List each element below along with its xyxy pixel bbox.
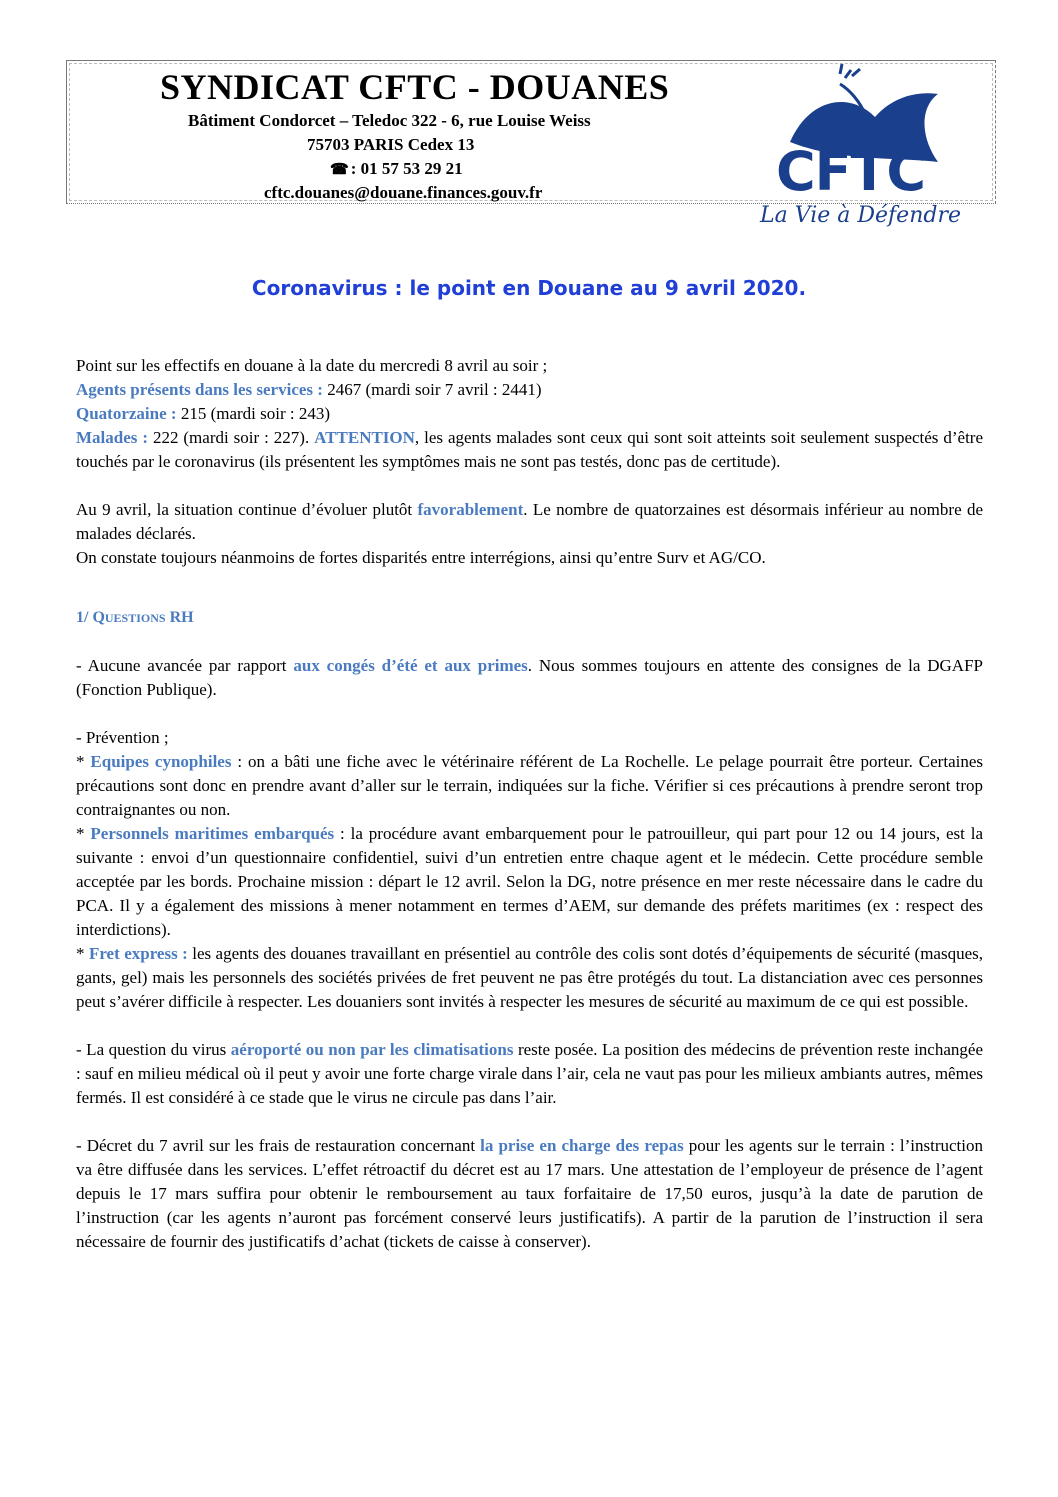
logo-text: CFTC bbox=[776, 140, 925, 203]
fret-text: les agents des douanes travaillant en présentiel au contrôle des colis sont dotés d’équipements de sécurité (masques, gants, gel) mais les personnels des sociétés privées de fret peuvent ne pas être protégés du tout. La distanciation avec ces personnes peut s’avérer difficile à respecter. Les douaniers sont invités à respecter les mesures de sécurité au maximum de ce qui est possible. bbox=[76, 944, 984, 1011]
section-title-end: RH bbox=[165, 609, 194, 626]
document-title: Coronavirus : le point en Douane au 9 avril 2020. bbox=[251, 276, 807, 300]
org-name: SYNDICAT CFTC - DOUANES bbox=[160, 67, 670, 107]
malades-paragraph bbox=[76, 426, 983, 474]
telephone-icon: ☎ bbox=[330, 162, 349, 178]
disparites-line: On constate toujours néanmoins de fortes disparités entre interrégions, ainsi qu’entre Surv et AG/CO. bbox=[76, 548, 766, 567]
situation-highlight: favorablement bbox=[417, 500, 524, 519]
phone-number: : 01 57 53 29 21 bbox=[350, 159, 463, 178]
conges-paragraph bbox=[76, 654, 983, 702]
attention-text: , les agents malades sont ceux qui sont soit atteints soit seulement suspectés d’être touchés par le coronavirus (ils présentent les symptômes mais ne sont pas testés, donc pas de certitude). bbox=[76, 428, 984, 471]
virus-text-2: reste posée. La position des médecins de prévention reste inchangée : sauf en milieu médical où il peut y avoir une forte charge virale dans l’air, cela ne vaut pas pour les milieux ambiants autres, mêmes fermés. Il est considéré à ce stade que le virus ne circule pas dans l’air. bbox=[76, 1040, 983, 1107]
intro-line: Point sur les effectifs en douane à la date du mercredi 8 avril au soir ; bbox=[76, 356, 548, 375]
malades-label: Malades : bbox=[76, 428, 148, 447]
situation-text-1: Au 9 avril, la situation continue d’évoluer plutôt bbox=[76, 500, 418, 519]
bullet: * bbox=[76, 944, 89, 963]
logo-tagline: La Vie à Défendre bbox=[760, 203, 961, 228]
maritimes-paragraph bbox=[76, 822, 983, 942]
maritimes-label: Personnels maritimes embarqués bbox=[90, 824, 335, 843]
quatorzaine-value: 215 (mardi soir : 243) bbox=[176, 404, 331, 423]
prevention-intro: - Prévention ; bbox=[76, 728, 169, 747]
virus-paragraph bbox=[76, 1038, 983, 1110]
cynophiles-label: Equipes cynophiles bbox=[90, 752, 232, 771]
decret-paragraph bbox=[76, 1134, 983, 1254]
virus-text-1: - La question du virus bbox=[76, 1040, 231, 1059]
conges-text-2: . Nous sommes toujours en attente des consignes de la DGAFP (Fonction Publique). bbox=[76, 656, 983, 699]
bullet: * bbox=[76, 752, 91, 771]
malades-value: 222 (mardi soir : 227). bbox=[148, 428, 315, 447]
section-heading-rh bbox=[76, 606, 983, 630]
decret-text-1: - Décret du 7 avril sur les frais de restauration concernant bbox=[76, 1136, 481, 1155]
maritimes-text: : la procédure avant embarquement pour le patrouilleur, qui part pour 12 ou 14 jours, est la suivante : envoi d’un questionnaire confidentiel, suivi d’un entretien entre chaque agent et le médecin. Cette procédure semble acceptée par les bords. Prochaine mission : départ le 12 avril. Selon la DG, notre présence en mer reste nécessaire dans le cadre du PCA. Il y a également des missions à mener notamment en termes d’AEM, sur demande des préfets maritimes (ex : respect des interdictions). bbox=[76, 824, 983, 939]
section-number: 1/ Q bbox=[76, 609, 105, 626]
decret-highlight: la prise en charge des repas bbox=[480, 1136, 684, 1155]
agents-value: 2467 (mardi soir 7 avril : 2441) bbox=[322, 380, 542, 399]
situation-paragraph bbox=[76, 498, 983, 546]
fret-label: Fret express : bbox=[88, 944, 188, 963]
virus-highlight: aéroporté ou non par les climatisations bbox=[230, 1040, 514, 1059]
attention-label: ATTENTION bbox=[314, 428, 415, 447]
address-line-1: Bâtiment Condorcet – Teledoc 322 - 6, rue Louise Weiss bbox=[188, 111, 591, 130]
section-title-smallcaps: UESTIONS bbox=[104, 611, 166, 625]
situation-text-2: . Le nombre de quatorzaines est désormais inférieur au nombre de malades déclarés. bbox=[76, 500, 983, 543]
phone-line bbox=[330, 159, 463, 179]
agents-line bbox=[76, 378, 983, 402]
agents-label: Agents présents dans les services : bbox=[76, 380, 323, 399]
cynophiles-paragraph bbox=[76, 750, 983, 822]
decret-text-2: pour les agents sur le terrain : l’instruction va être diffusée dans les services. L’effet rétroactif du décret est au 17 mars. Une attestation de l’employeur de présence de l’agent depuis le 17 mars suffira pour obtenir le remboursement au taux forfaitaire de 17,50 euros, jusqu’à la date de parution de l’instruction (car les agents n’auront pas forcément conservé leurs justificatifs). A partir de la parution de l’instruction il sera nécessaire de fournir des justificatifs d’achat (tickets de caisse à conserver). bbox=[76, 1136, 983, 1251]
address-line-2: 75703 PARIS Cedex 13 bbox=[307, 135, 475, 154]
quatorzaine-line bbox=[76, 402, 983, 426]
conges-highlight: aux congés d’été et aux primes bbox=[293, 656, 528, 675]
bullet: * bbox=[76, 824, 91, 843]
cynophiles-text: : on a bâti une fiche avec le vétérinaire référent de La Rochelle. Le pelage pourrait être porteur. Certaines précautions sont donc en prendre avant d’aller sur le terrain, indiquées sur la fiche. Vérifier si ces précautions à prendre seront trop contraignantes ou non. bbox=[76, 752, 983, 819]
document-body bbox=[76, 354, 983, 1254]
fret-paragraph bbox=[76, 942, 983, 1014]
quatorzaine-label: Quatorzaine : bbox=[76, 404, 177, 423]
email-address: cftc.douanes@douane.finances.gouv.fr bbox=[264, 183, 543, 202]
conges-text-1: - Aucune avancée par rapport bbox=[76, 656, 294, 675]
